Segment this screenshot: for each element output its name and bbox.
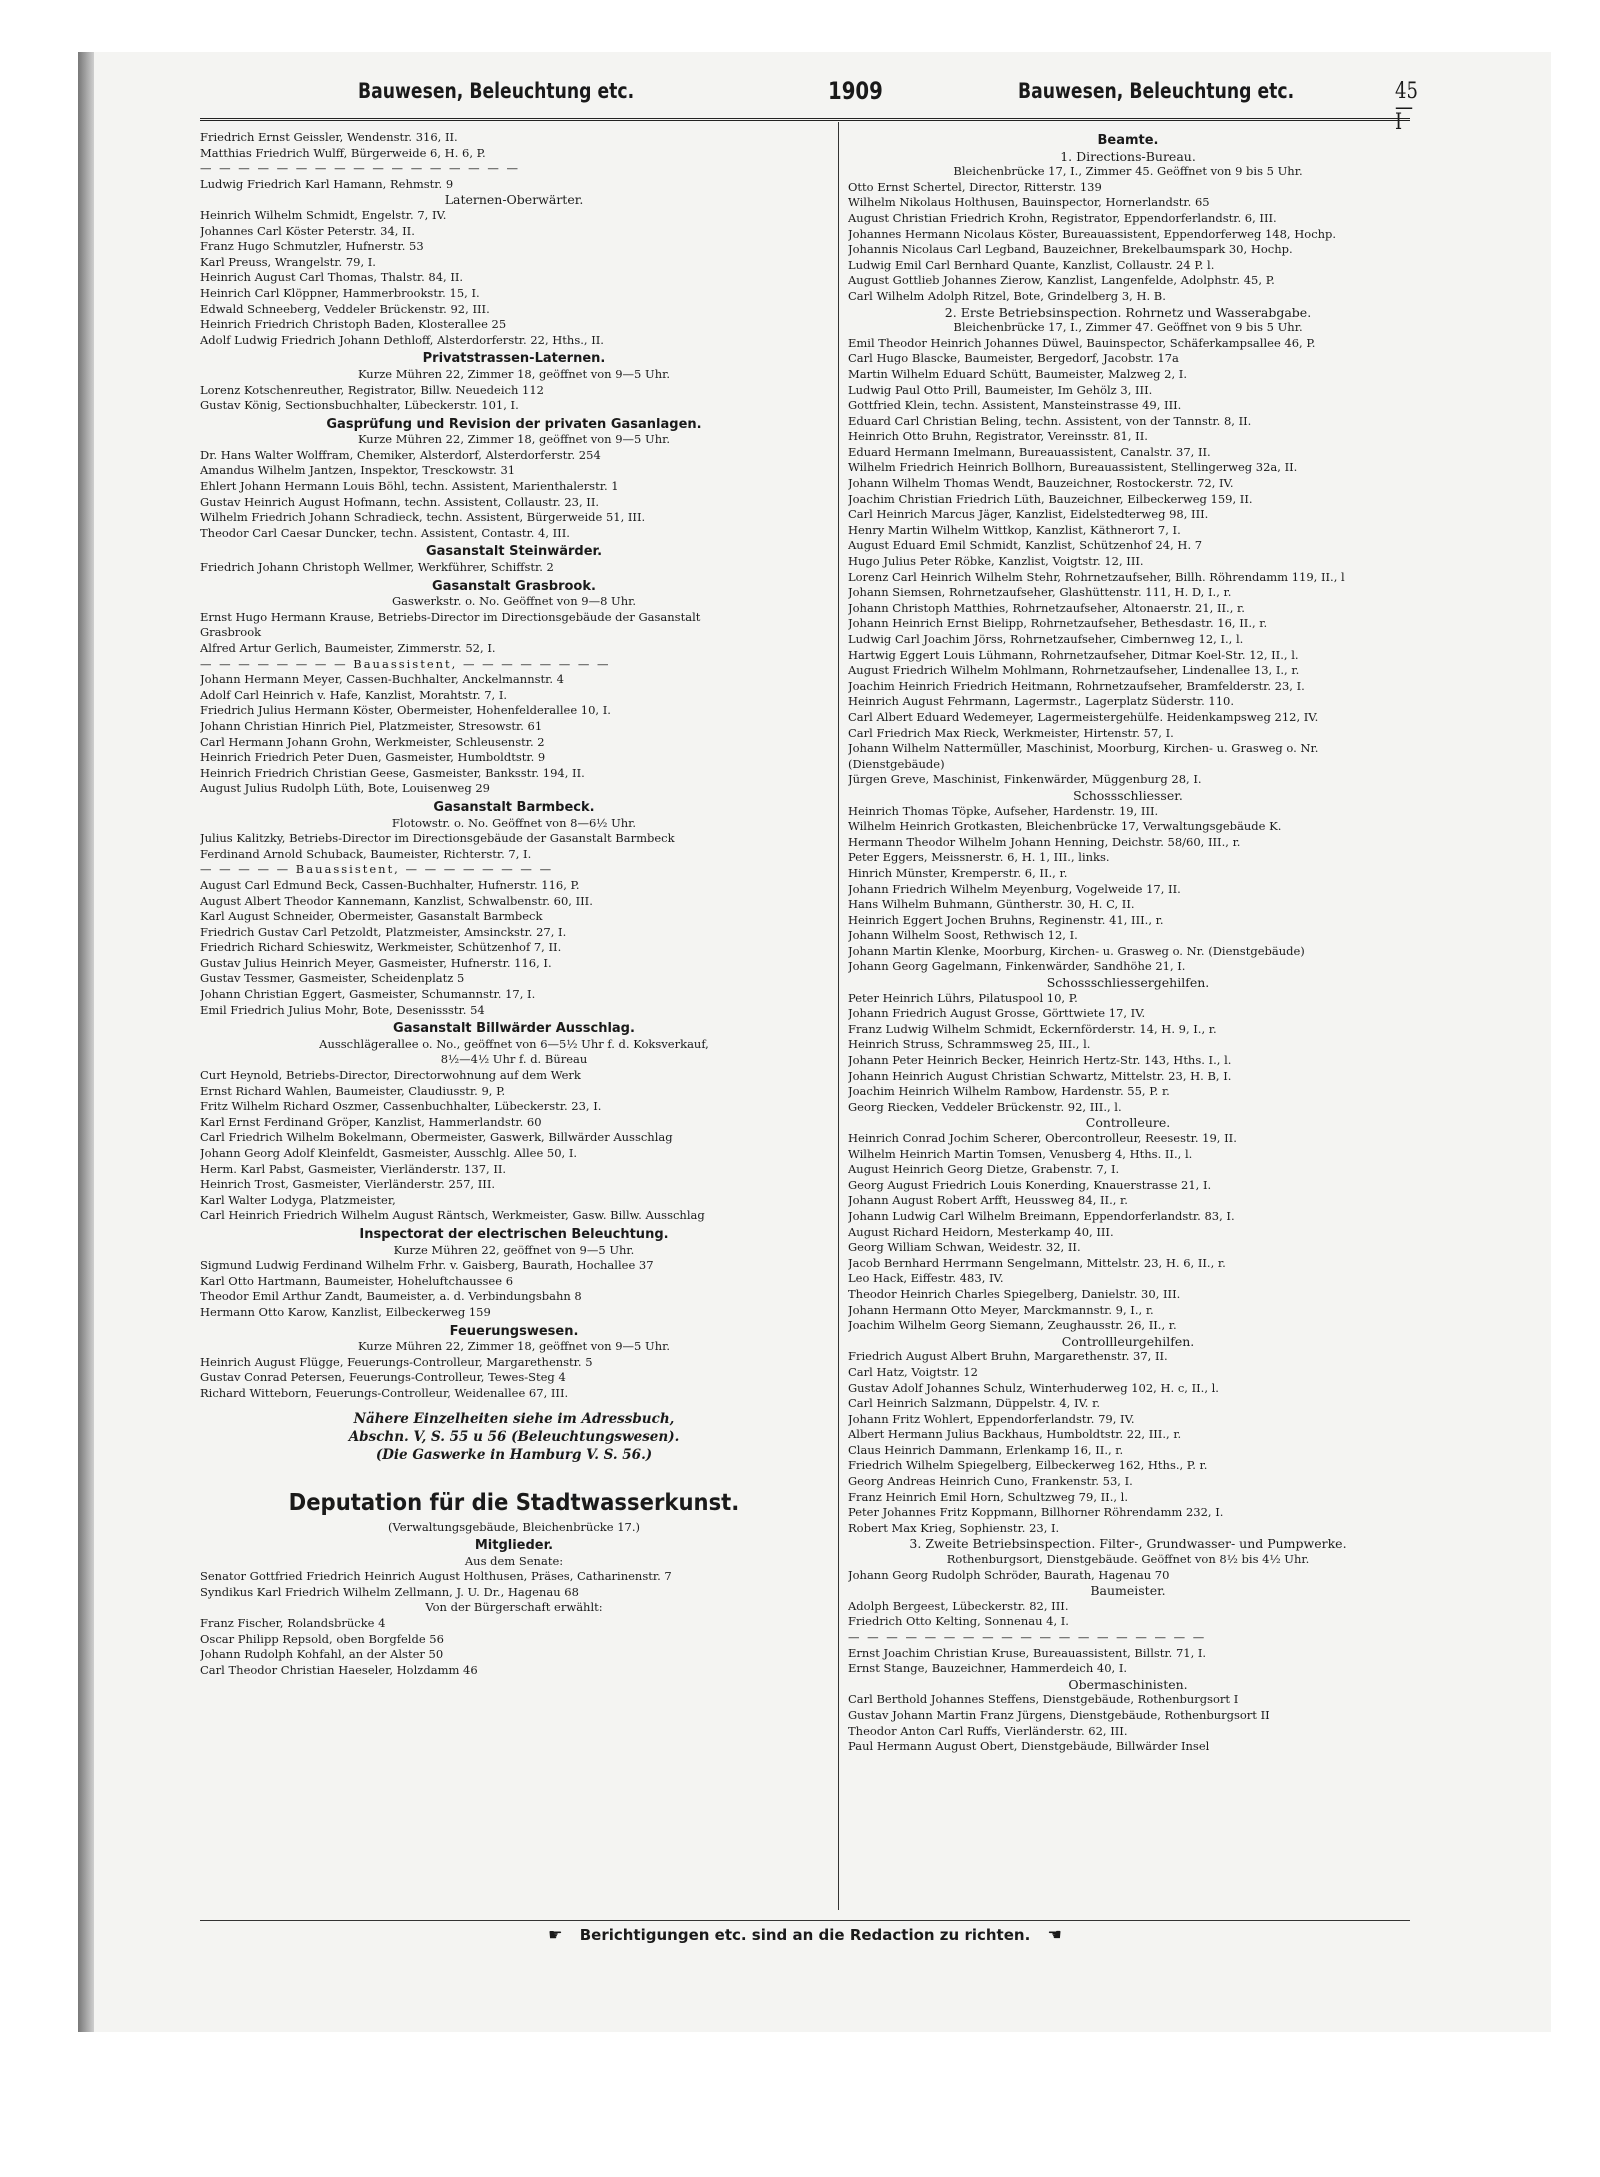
entry-line: Ferdinand Arnold Schuback, Baumeister, Richterstr. 7, I. bbox=[200, 846, 532, 861]
info-line: Flotowstr. o. No. Geöffnet von 8—6½ Uhr. bbox=[391, 815, 637, 830]
section-heading: Gasanstalt Barmbeck. bbox=[433, 799, 595, 815]
entry-line: Carl Albert Eduard Wedemeyer, Lagermeistergehülfe. Heidenkampsweg 212, IV. bbox=[848, 709, 1319, 724]
spacer bbox=[200, 1402, 828, 1410]
entry-line: Ernst Stange, Bauzeichner, Hammerdeich 40, I. bbox=[848, 1661, 1128, 1676]
entry-line: Johann Martin Klenke, Moorburg, Kirchen- u. Grasweg o. Nr. (Dienstgebäude) bbox=[848, 943, 1305, 958]
footer-notice: Berichtigungen etc. sind an die Redaction zu richten. bbox=[579, 1926, 1031, 1944]
entry-line: Georg William Schwan, Weidestr. 32, II. bbox=[848, 1240, 1081, 1255]
column-divider bbox=[838, 122, 839, 1910]
entry-line: Emil Friedrich Julius Mohr, Bote, Desenissstr. 54 bbox=[200, 1002, 485, 1017]
entry-line: Heinrich Carl Klöppner, Hammerbrookstr. 15, I. bbox=[200, 285, 480, 300]
entry-line: Paul Hermann August Obert, Dienstgebäude, Billwärder Insel bbox=[848, 1739, 1210, 1754]
entry-line: Curt Heynold, Betriebs-Director, Directorwohnung auf dem Werk bbox=[200, 1068, 581, 1083]
entry-line: Lorenz Carl Heinrich Wilhelm Stehr, Rohrnetzaufseher, Billh. Röhrendamm 119, II., l bbox=[848, 569, 1345, 584]
entry-line: Ludwig Friedrich Karl Hamann, Rehmstr. 9 bbox=[200, 176, 454, 191]
subsection-heading: 2. Erste Betriebsinspection. Rohrnetz und Wasserabgabe. bbox=[944, 304, 1312, 320]
entry-line: Joachim Wilhelm Georg Siemann, Zeughausstr. 26, II., r. bbox=[848, 1318, 1177, 1333]
entry-line: Johann August Robert Arfft, Heussweg 84, II., r. bbox=[848, 1193, 1128, 1208]
entry-line: Johann Friedrich Wilhelm Meyenburg, Vogelweide 17, II. bbox=[848, 881, 1181, 896]
entry-line: Henry Martin Wilhelm Wittkop, Kanzlist, Käthnerort 7, I. bbox=[848, 522, 1181, 537]
entry-line: Ludwig Carl Joachim Jörss, Rohrnetzaufseher, Cimbernweg 12, I., l. bbox=[848, 632, 1244, 646]
entry-line: Johann Rudolph Kohfahl, an der Alster 50 bbox=[200, 1647, 444, 1662]
info-line: Ausschlägerallee o. No., geöffnet von 6—5½ Uhr f. d. Koksverkauf, bbox=[319, 1036, 709, 1051]
entry-line: Gustav Heinrich August Hofmann, techn. Assistent, Collaustr. 23, II. bbox=[200, 494, 600, 509]
section-heading: Privatstrassen-Laternen. bbox=[422, 351, 606, 367]
entry-line: Heinrich Friedrich Peter Duen, Gasmeister, Humboldtstr. 9 bbox=[200, 750, 546, 765]
entry-line: Theodor Carl Caesar Duncker, techn. Assistent, Contastr. 4, III. bbox=[200, 525, 570, 540]
entry-line: Johann Wilhelm Thomas Wendt, Bauzeichner, Rostockerstr. 72, IV. bbox=[848, 476, 1234, 491]
entry-line: Friedrich August Albert Bruhn, Margarethenstr. 37, II. bbox=[848, 1349, 1168, 1364]
section-heading: Feuerungswesen. bbox=[449, 1323, 579, 1339]
entry-line: Johann Hermann Otto Meyer, Marckmannstr. 9, I., r. bbox=[848, 1302, 1154, 1317]
pointing-hand-left-icon: ☚ bbox=[1047, 1925, 1062, 1944]
entry-line: Johann Christoph Matthies, Rohrnetzaufseher, Altonaerstr. 21, II., r. bbox=[848, 600, 1245, 615]
entry-line: Hinrich Münster, Kremperstr. 6, II., r. bbox=[848, 865, 1068, 880]
entry-line: Johann Heinrich August Christian Schwartz, Mittelstr. 23, H. B, I. bbox=[848, 1068, 1232, 1083]
entry-line: Heinrich Conrad Jochim Scherer, Obercontrolleur, Reesestr. 19, II. bbox=[848, 1131, 1237, 1145]
entry-line: Fritz Wilhelm Richard Oszmer, Cassenbuchhalter, Lübeckerstr. 23, I. bbox=[200, 1099, 602, 1114]
info-line: Kurze Mühren 22, Zimmer 18, geöffnet von 9—5 Uhr. bbox=[357, 1339, 671, 1354]
entry-line: Johannes Hermann Nicolaus Köster, Bureauassistent, Eppendorferweg 148, Hochp. bbox=[848, 226, 1337, 241]
subsection-heading: 1. Directions-Bureau. bbox=[1060, 148, 1196, 164]
entry-line: Matthias Friedrich Wulff, Bürgerweide 6, H. 6, P. bbox=[200, 145, 486, 160]
section-heading: Inspectorat der electrischen Beleuchtung. bbox=[359, 1226, 669, 1242]
info-line: 8½—4½ Uhr f. d. Büreau bbox=[440, 1052, 588, 1067]
entry-line: August Gottlieb Johannes Zierow, Kanzlist, Langenfelde, Adolphstr. 45, P. bbox=[848, 273, 1275, 288]
entry-line: Lorenz Kotschenreuther, Registrator, Billw. Neuedeich 112 bbox=[200, 382, 544, 397]
entry-line: Wilhelm Friedrich Johann Schradieck, techn. Assistent, Bürgerweide 51, III. bbox=[200, 510, 646, 525]
entry-line: Friedrich Otto Kelting, Sonnenau 4, I. bbox=[848, 1614, 1069, 1629]
entry-line: Carl Hatz, Voigtstr. 12 bbox=[848, 1364, 978, 1379]
entry-line: Carl Friedrich Max Rieck, Werkmeister, Hirtenstr. 57, I. bbox=[848, 725, 1174, 740]
entry-line: Karl Preuss, Wrangelstr. 79, I. bbox=[200, 254, 376, 269]
section-heading: Gasprüfung und Revision der privaten Gasanlagen. bbox=[326, 416, 702, 432]
entry-line: Adolf Carl Heinrich v. Hafe, Kanzlist, Morahtstr. 7, I. bbox=[200, 687, 508, 702]
subsection-heading: Schossschliesser. bbox=[1073, 787, 1183, 803]
entry-line: Adolf Ludwig Friedrich Johann Dethloff, Alsterdorferstr. 22, Hths., II. bbox=[200, 332, 604, 347]
left-column bbox=[200, 130, 828, 1678]
entry-line: Ernst Joachim Christian Kruse, Bureauassistent, Billstr. 71, I. bbox=[848, 1645, 1207, 1660]
info-line: Kurze Mühren 22, geöffnet von 9—5 Uhr. bbox=[393, 1242, 635, 1257]
entry-line: Heinrich Otto Bruhn, Registrator, Vereinsstr. 81, II. bbox=[848, 429, 1148, 444]
entry-line: Carl Wilhelm Adolph Ritzel, Bote, Grindelberg 3, H. B. bbox=[848, 288, 1166, 303]
entry-line: Ernst Hugo Hermann Krause, Betriebs-Director im Directionsgebäude der Gasanstalt bbox=[200, 609, 701, 624]
entry-line: August Eduard Emil Schmidt, Kanzlist, Schützenhof 24, H. 7 bbox=[848, 538, 1203, 553]
entry-line: Friedrich Wilhelm Spiegelberg, Eilbeckerweg 162, Hths., P. r. bbox=[848, 1458, 1208, 1473]
entry-line: Grasbrook bbox=[200, 625, 262, 640]
book-gutter bbox=[78, 52, 94, 2032]
section-heading: Gasanstalt Grasbrook. bbox=[432, 578, 596, 594]
entry-line: Georg Andreas Heinrich Cuno, Frankenstr. 53, I. bbox=[848, 1474, 1133, 1489]
entry-line: Ernst Richard Wahlen, Baumeister, Claudiusstr. 9, P. bbox=[200, 1083, 506, 1098]
info-line: Gaswerkstr. o. No. Geöffnet von 9—8 Uhr. bbox=[391, 594, 637, 609]
entry-line: Heinrich August Fehrmann, Lagermstr., Lagerplatz Süderstr. 110. bbox=[848, 694, 1234, 709]
entry-line: Karl Walter Lodyga, Platzmeister, bbox=[200, 1192, 396, 1207]
entry-line: Johann Ludwig Carl Wilhelm Breimann, Eppendorferlandstr. 83, I. bbox=[848, 1208, 1235, 1223]
entry-line: Friedrich Gustav Carl Petzoldt, Platzmeister, Amsinckstr. 27, I. bbox=[200, 924, 567, 939]
entry-line: Johannis Nicolaus Carl Legband, Bauzeichner, Brekelbaumspark 30, Hochp. bbox=[848, 242, 1293, 257]
entry-line: Martin Wilhelm Eduard Schütt, Baumeister, Malzweg 2, I. bbox=[848, 366, 1187, 381]
entry-line: Hermann Otto Karow, Kanzlist, Eilbeckerweg 159 bbox=[200, 1304, 491, 1319]
reference-note: Abschn. V, S. 55 u 56 (Beleuchtungswesen). bbox=[348, 1428, 680, 1445]
entry-line: Johann Wilhelm Nattermüller, Maschinist, Moorburg, Kirchen- u. Grasweg o. Nr. bbox=[848, 741, 1319, 756]
section-heading: Mitglieder. bbox=[474, 1538, 554, 1554]
entry-line: Johann Hermann Meyer, Cassen-Buchhalter, Anckelmannstr. 4 bbox=[200, 672, 564, 687]
entry-line: August Richard Heidorn, Mesterkamp 40, III. bbox=[848, 1224, 1114, 1239]
entry-line: Johann Georg Gagelmann, Finkenwärder, Sandhöhe 21, I. bbox=[848, 959, 1186, 974]
entry-line: Gustav Conrad Petersen, Feuerungs-Controlleur, Tewes-Steg 4 bbox=[200, 1370, 566, 1385]
entry-line: Carl Theodor Christian Haeseler, Holzdamm 46 bbox=[200, 1662, 478, 1677]
entry-line: Joachim Heinrich Wilhelm Rambow, Hardenstr. 55, P. r. bbox=[848, 1084, 1170, 1099]
entry-line: Hermann Theodor Wilhelm Johann Henning, Deichstr. 58/60, III., r. bbox=[848, 834, 1241, 849]
separator-dashes: — — — — — — — — — — — — — — — — — bbox=[200, 161, 520, 176]
entry-line: Carl Hermann Johann Grohn, Werkmeister, Schleusenstr. 2 bbox=[200, 734, 545, 749]
entry-line: Gustav Tessmer, Gasmeister, Scheidenplatz 5 bbox=[200, 971, 465, 986]
entry-line: Johann Christian Eggert, Gasmeister, Schumannstr. 17, I. bbox=[200, 987, 536, 1002]
subsection-heading: Baumeister. bbox=[1090, 1583, 1166, 1599]
entry-line: Johann Peter Heinrich Becker, Heinrich Hertz-Str. 143, Hths. I., l. bbox=[848, 1053, 1232, 1068]
entry-line: August Christian Friedrich Krohn, Registrator, Eppendorferlandstr. 6, III. bbox=[848, 210, 1277, 225]
department-title: Deputation für die Stadtwasserkunst. bbox=[288, 1489, 740, 1516]
entry-line: Edwald Schneeberg, Veddeler Brückenstr. 92, III. bbox=[200, 301, 490, 316]
page-footer bbox=[200, 1920, 1410, 1957]
separator-dashes: — — — — — Bauassistent, — — — — — — — — bbox=[200, 862, 554, 877]
entry-line: Georg August Friedrich Louis Konerding, Knauerstrasse 21, I. bbox=[848, 1177, 1212, 1192]
entry-line: Georg Riecken, Veddeler Brückenstr. 92, III., l. bbox=[848, 1099, 1122, 1114]
entry-line: Johann Georg Adolf Kleinfeldt, Gasmeister, Ausschlg. Allee 50, I. bbox=[200, 1146, 578, 1160]
entry-line: Heinrich Trost, Gasmeister, Vierländerstr. 257, III. bbox=[200, 1177, 496, 1192]
entry-line: Karl August Schneider, Obermeister, Gasanstalt Barmbeck bbox=[200, 909, 543, 924]
entry-line: Herm. Karl Pabst, Gasmeister, Vierländerstr. 137, II. bbox=[200, 1161, 507, 1176]
entry-line: Oscar Philipp Repsold, oben Borgfelde 56 bbox=[200, 1631, 444, 1646]
entry-line: Claus Heinrich Dammann, Erlenkamp 16, II., r. bbox=[848, 1442, 1124, 1457]
entry-line: Friedrich Julius Hermann Köster, Obermeister, Hohenfelderallee 10, I. bbox=[200, 703, 611, 718]
subsection-heading: 3. Zweite Betriebsinspection. Filter-, Grundwasser- und Pumpwerke. bbox=[909, 1536, 1347, 1552]
entry-line: Johann Friedrich August Grosse, Görttwiete 17, IV. bbox=[848, 1006, 1146, 1021]
right-column bbox=[848, 130, 1408, 1755]
entry-line: Gustav König, Sectionsbuchhalter, Lübeckerstr. 101, I. bbox=[200, 398, 519, 413]
entry-line: Syndikus Karl Friedrich Wilhelm Zellmann, J. U. Dr., Hagenau 68 bbox=[200, 1584, 579, 1599]
entry-line: Carl Heinrich Friedrich Wilhelm August Räntsch, Werkmeister, Gasw. Billw. Ausschlag bbox=[200, 1208, 705, 1223]
section-heading: Beamte. bbox=[1097, 133, 1159, 148]
entry-line: Jürgen Greve, Maschinist, Finkenwärder, Müggenburg 28, I. bbox=[848, 772, 1202, 787]
page-header bbox=[200, 77, 1418, 136]
entry-line: Otto Ernst Schertel, Director, Ritterstr. 139 bbox=[848, 179, 1102, 194]
section-heading: Gasanstalt Steinwärder. bbox=[425, 544, 603, 560]
reference-note: Nähere Einzelheiten siehe im Adressbuch, bbox=[353, 1410, 675, 1427]
entry-line: Joachim Heinrich Friedrich Heitmann, Rohrnetzaufseher, Bramfelderstr. 23, I. bbox=[848, 678, 1305, 693]
entry-line: Eduard Hermann Imelmann, Bureauassistent, Canalstr. 37, II. bbox=[848, 444, 1211, 459]
entry-line: Wilhelm Heinrich Martin Tomsen, Venusberg 4, Hths. II., l. bbox=[848, 1146, 1193, 1161]
entry-line: Johannes Carl Köster Peterstr. 34, II. bbox=[200, 223, 415, 238]
entry-line: Wilhelm Heinrich Grotkasten, Bleichenbrücke 17, Verwaltungsgebäude K. bbox=[848, 819, 1282, 834]
entry-line: Senator Gottfried Friedrich Heinrich August Holthusen, Präses, Catharinenstr. 7 bbox=[200, 1569, 672, 1584]
entry-line: Jacob Bernhard Herrmann Sengelmann, Mittelstr. 23, H. 6, II., r. bbox=[848, 1255, 1226, 1270]
subsection-heading: Controlleure. bbox=[1085, 1115, 1171, 1131]
entry-line: Johann Heinrich Ernst Bielipp, Rohrnetzaufseher, Bethesdastr. 16, II., r. bbox=[848, 616, 1268, 631]
entry-line: Richard Witteborn, Feuerungs-Controlleur, Weidenallee 67, III. bbox=[200, 1385, 569, 1400]
entry-line: Gustav Julius Heinrich Meyer, Gasmeister, Hufnerstr. 116, I. bbox=[200, 955, 552, 970]
subsection-heading: Laternen-Oberwärter. bbox=[444, 192, 584, 208]
entry-line: Friedrich Ernst Geissler, Wendenstr. 316, II. bbox=[200, 130, 458, 144]
entry-line: Hartwig Eggert Louis Lühmann, Rohrnetzaufseher, Ditmar Koel-Str. 12, II., l. bbox=[848, 647, 1299, 662]
entry-line: Heinrich August Carl Thomas, Thalstr. 84, II. bbox=[200, 270, 464, 285]
entry-line: Johann Fritz Wohlert, Eppendorferlandstr. 79, IV. bbox=[848, 1411, 1135, 1426]
entry-line: Johann Siemsen, Rohrnetzaufseher, Glashüttenstr. 111, H. D, I., r. bbox=[848, 585, 1232, 600]
entry-line: Albert Hermann Julius Backhaus, Humboldtstr. 22, III., r. bbox=[848, 1427, 1182, 1442]
entry-line: Eduard Carl Christian Beling, techn. Assistent, von der Tannstr. 8, II. bbox=[848, 413, 1252, 428]
entry-line: Ludwig Paul Otto Prill, Baumeister, Im Gehölz 3, III. bbox=[848, 382, 1153, 397]
section-heading: Gasanstalt Billwärder Ausschlag. bbox=[393, 1021, 635, 1037]
entry-line: Carl Heinrich Salzmann, Düppelstr. 4, IV. r. bbox=[848, 1396, 1101, 1411]
entry-line: August Julius Rudolph Lüth, Bote, Louisenweg 29 bbox=[200, 781, 490, 796]
entry-line: Robert Max Krieg, Sophienstr. 23, I. bbox=[848, 1520, 1060, 1535]
entry-line: Carl Hugo Blascke, Baumeister, Bergedorf, Jacobstr. 17a bbox=[848, 351, 1179, 366]
entry-line: Theodor Emil Arthur Zandt, Baumeister, a. d. Verbindungsbahn 8 bbox=[200, 1289, 582, 1304]
entry-line: Karl Otto Hartmann, Baumeister, Hoheluftchaussee 6 bbox=[200, 1273, 514, 1288]
entry-line: Wilhelm Friedrich Heinrich Bollhorn, Bureauassistent, Stellingerweg 32a, II. bbox=[848, 460, 1298, 475]
entry-line: Ehlert Johann Hermann Louis Böhl, techn. Assistent, Marienthalerstr. 1 bbox=[200, 479, 619, 494]
entry-line: Alfred Artur Gerlich, Baumeister, Zimmerstr. 52, I. bbox=[200, 641, 496, 655]
info-line: Bleichenbrücke 17, I., Zimmer 45. Geöffnet von 9 bis 5 Uhr. bbox=[953, 164, 1303, 179]
entry-line: Theodor Anton Carl Ruffs, Vierländerstr. 62, III. bbox=[848, 1723, 1128, 1738]
entry-line: August Carl Edmund Beck, Cassen-Buchhalter, Hufnerstr. 116, P. bbox=[200, 877, 580, 892]
info-line: (Verwaltungsgebäude, Bleichenbrücke 17.) bbox=[388, 1519, 640, 1534]
entry-line: Gustav Johann Martin Franz Jürgens, Dienstgebäude, Rothenburgsort II bbox=[848, 1707, 1270, 1722]
page-number: 45—I bbox=[1395, 79, 1418, 136]
entry-line: Carl Berthold Johannes Steffens, Dienstgebäude, Rothenburgsort I bbox=[848, 1692, 1239, 1707]
pointing-hand-right-icon: ☛ bbox=[548, 1925, 563, 1944]
entry-line: Friedrich Johann Christoph Wellmer, Werkführer, Schiffstr. 2 bbox=[200, 560, 554, 575]
entry-line: August Friedrich Wilhelm Mohlmann, Rohrnetzaufseher, Lindenallee 13, I., r. bbox=[848, 663, 1300, 678]
entry-line: Gustav Adolf Johannes Schulz, Winterhuderweg 102, H. c, II., l. bbox=[848, 1380, 1219, 1395]
subsection-heading: Controllleurgehilfen. bbox=[1061, 1333, 1195, 1349]
entry-line: Dr. Hans Walter Wolffram, Chemiker, Alsterdorf, Alsterdorferstr. 254 bbox=[200, 447, 601, 462]
entry-line: Sigmund Ludwig Ferdinand Wilhelm Frhr. v. Gaisberg, Baurath, Hochallee 37 bbox=[200, 1258, 654, 1273]
entry-line: Joachim Christian Friedrich Lüth, Bauzeichner, Eilbeckerweg 159, II. bbox=[848, 491, 1253, 506]
entry-line: Johann Wilhelm Soost, Rethwisch 12, I. bbox=[848, 928, 1078, 943]
entry-line: Leo Hack, Eiffestr. 483, IV. bbox=[848, 1271, 1004, 1286]
entry-line: Karl Ernst Ferdinand Gröper, Kanzlist, Hammerlandstr. 60 bbox=[200, 1114, 542, 1129]
entry-line: Hans Wilhelm Buhmann, Güntherstr. 30, H. C, II. bbox=[848, 897, 1135, 912]
header-rule bbox=[200, 118, 1410, 121]
info-line: Von der Bürgerschaft erwählt: bbox=[425, 1600, 603, 1615]
entry-line: Peter Heinrich Lührs, Pilatuspool 10, P. bbox=[848, 990, 1078, 1005]
entry-line: Friedrich Richard Schieswitz, Werkmeister, Schützenhof 7, II. bbox=[200, 940, 562, 955]
subsection-heading: Schossschliessergehilfen. bbox=[1046, 975, 1210, 991]
entry-line: Heinrich Struss, Schrammsweg 25, III., l. bbox=[848, 1037, 1091, 1052]
entry-line: Theodor Heinrich Charles Spiegelberg, Danielstr. 30, III. bbox=[848, 1286, 1181, 1301]
entry-line: Peter Johannes Fritz Koppmann, Billhorner Röhrendamm 232, I. bbox=[848, 1505, 1224, 1520]
entry-line: Gottfried Klein, techn. Assistent, Mansteinstrasse 49, III. bbox=[848, 398, 1182, 413]
header-year: 1909 bbox=[828, 77, 883, 105]
entry-line: Johann Christian Hinrich Piel, Platzmeister, Stresowstr. 61 bbox=[200, 718, 543, 733]
header-right-title: Bauwesen, Beleuchtung etc. bbox=[1018, 79, 1295, 103]
entry-line: Amandus Wilhelm Jantzen, Inspektor, Tresckowstr. 31 bbox=[200, 463, 516, 478]
info-line: Aus dem Senate: bbox=[464, 1553, 564, 1568]
entry-line: Emil Theodor Heinrich Johannes Düwel, Bauinspector, Schäferkampsallee 46, P. bbox=[848, 335, 1316, 350]
subsection-heading: Obermaschinisten. bbox=[1068, 1676, 1188, 1692]
info-line: Kurze Mühren 22, Zimmer 18, geöffnet von 9—5 Uhr. bbox=[357, 366, 671, 381]
entry-line: Wilhelm Nikolaus Holthusen, Bauinspector, Hornerlandstr. 65 bbox=[848, 195, 1210, 210]
entry-line: Franz Hugo Schmutzler, Hufnerstr. 53 bbox=[200, 239, 424, 254]
entry-line: Heinrich August Flügge, Feuerungs-Controlleur, Margarethenstr. 5 bbox=[200, 1354, 593, 1369]
entry-line: Franz Fischer, Rolandsbrücke 4 bbox=[200, 1616, 386, 1631]
entry-line: Carl Friedrich Wilhelm Bokelmann, Obermeister, Gaswerk, Billwärder Ausschlag bbox=[200, 1130, 673, 1145]
info-line: Kurze Mühren 22, Zimmer 18, geöffnet von 9—5 Uhr. bbox=[357, 432, 671, 447]
entry-line: Adolph Bergeest, Lübeckerstr. 82, III. bbox=[848, 1598, 1069, 1613]
entry-line: Ludwig Emil Carl Bernhard Quante, Kanzlist, Collaustr. 24 P. l. bbox=[848, 257, 1215, 272]
info-line: Rothenburgsort, Dienstgebäude. Geöffnet von 8½ bis 4½ Uhr. bbox=[946, 1552, 1310, 1567]
entry-line: Heinrich Friedrich Christoph Baden, Klosterallee 25 bbox=[200, 317, 507, 332]
entry-line: Heinrich Eggert Jochen Bruhns, Reginenstr. 41, III., r. bbox=[848, 912, 1164, 927]
entry-line: Julius Kalitzky, Betriebs-Director im Directionsgebäude der Gasanstalt Barmbeck bbox=[200, 831, 675, 846]
entry-line: Heinrich Wilhelm Schmidt, Engelstr. 7, IV. bbox=[200, 207, 447, 222]
entry-line: Franz Ludwig Wilhelm Schmidt, Eckernförderstr. 14, H. 9, I., r. bbox=[848, 1021, 1217, 1036]
entry-line: Johann Georg Rudolph Schröder, Baurath, Hagenau 70 bbox=[848, 1567, 1170, 1582]
separator-dashes: — — — — — — — — — — — — — — — — — — — bbox=[848, 1630, 1207, 1644]
entry-line: August Heinrich Georg Dietze, Grabenstr. 7, I. bbox=[848, 1162, 1120, 1177]
header-left-title: Bauwesen, Beleuchtung etc. bbox=[358, 79, 635, 103]
entry-line: (Dienstgebäude) bbox=[848, 756, 945, 771]
entry-line: Heinrich Thomas Töpke, Aufseher, Hardenstr. 19, III. bbox=[848, 803, 1159, 818]
entry-line: Hugo Julius Peter Röbke, Kanzlist, Voigtstr. 12, III. bbox=[848, 554, 1144, 569]
info-line: Bleichenbrücke 17, I., Zimmer 47. Geöffnet von 9 bis 5 Uhr. bbox=[953, 320, 1303, 335]
reference-note: (Die Gaswerke in Hamburg V. S. 56.) bbox=[375, 1446, 653, 1463]
separator-dashes: — — — — — — — — Bauassistent, — — — — — — — — bbox=[200, 656, 611, 671]
entry-line: August Albert Theodor Kannemann, Kanzlist, Schwalbenstr. 60, III. bbox=[200, 893, 593, 908]
entry-line: Franz Heinrich Emil Horn, Schultzweg 79, II., l. bbox=[848, 1489, 1129, 1504]
entry-line: Heinrich Friedrich Christian Geese, Gasmeister, Banksstr. 194, II. bbox=[200, 765, 585, 780]
directory-page bbox=[200, 77, 1418, 1950]
entry-line: Carl Heinrich Marcus Jäger, Kanzlist, Eidelstedterweg 98, III. bbox=[848, 507, 1209, 522]
entry-line: Peter Eggers, Meissnerstr. 6, H. 1, III., links. bbox=[848, 850, 1110, 865]
